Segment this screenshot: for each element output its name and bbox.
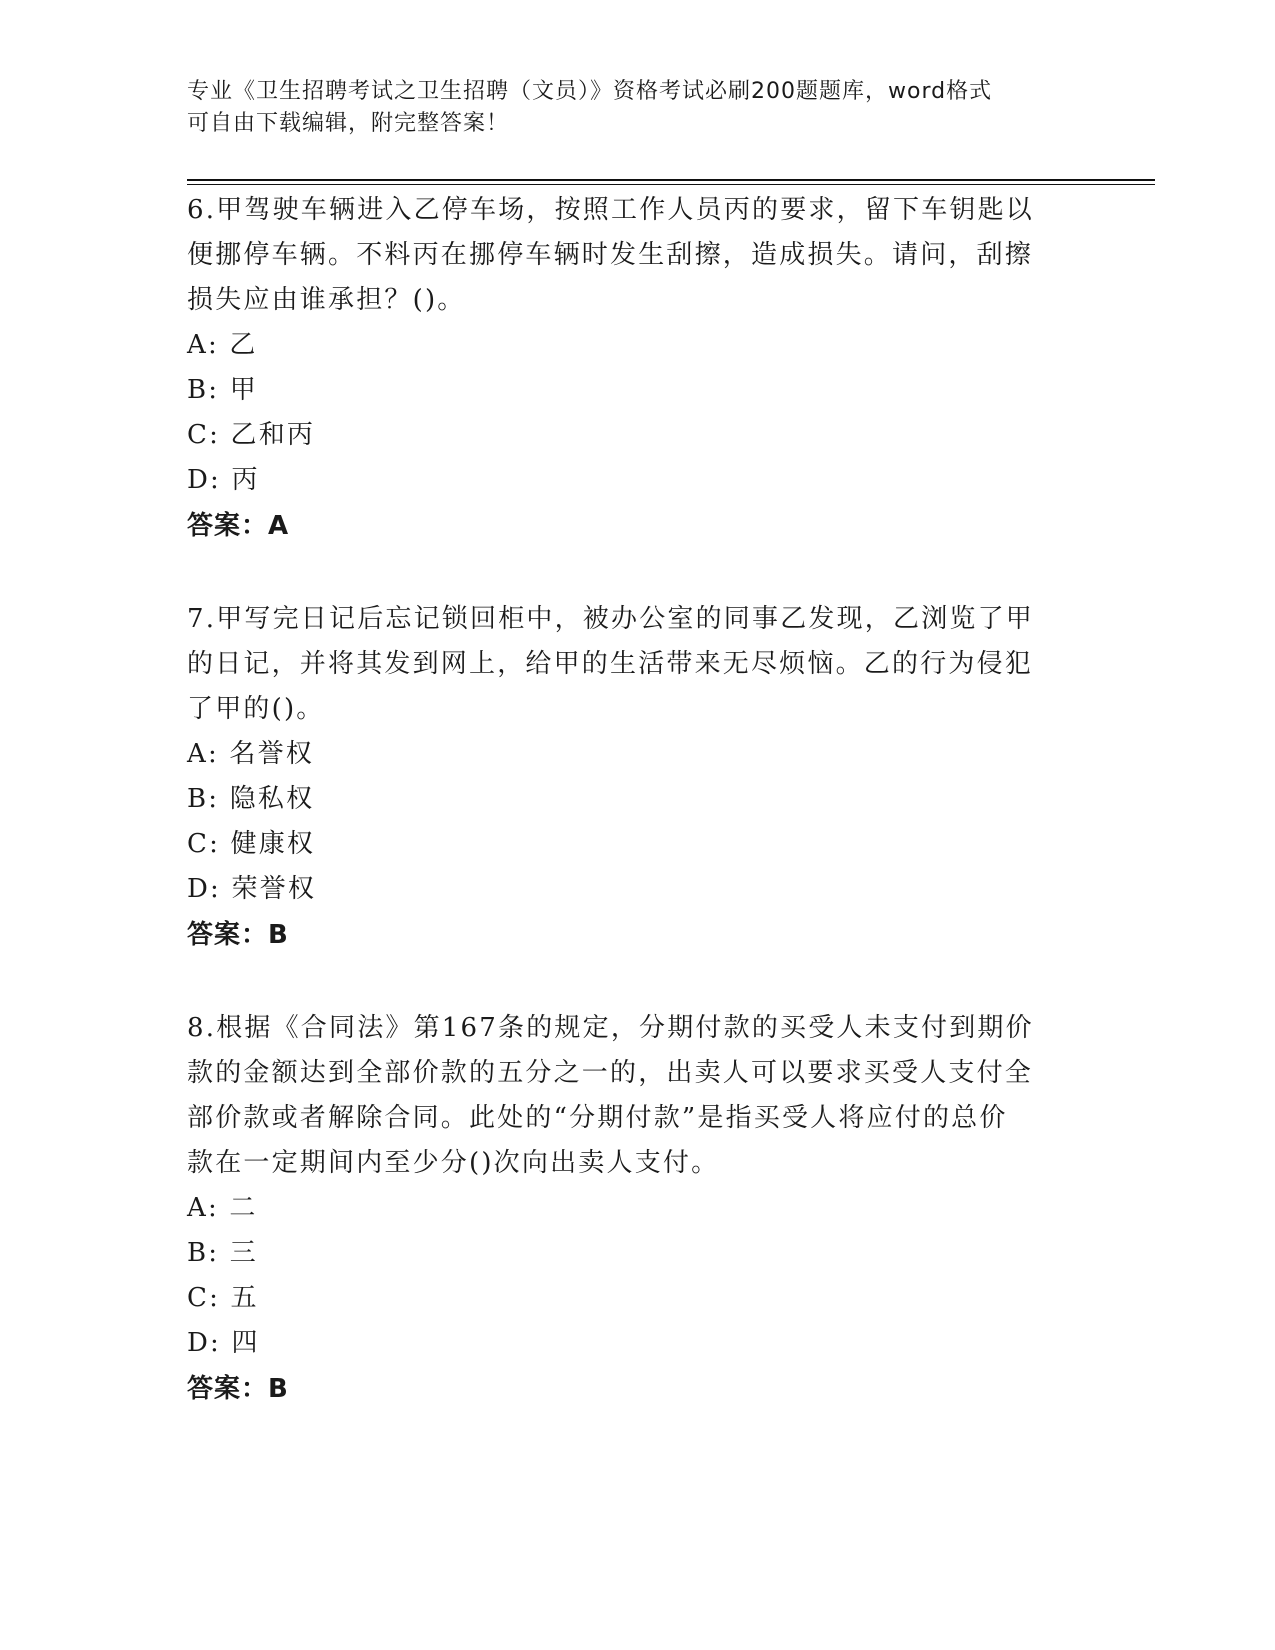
option-d: D: 丙 — [187, 465, 260, 495]
header-line-1: 专业《卫生招聘考试之卫生招聘（文员）》资格考试必刷200题题库，word格式 — [187, 79, 993, 104]
option-c: C: 五 — [187, 1283, 259, 1313]
option-b: B: 甲 — [187, 375, 258, 405]
question-text-line: 7.甲写完日记后忘记锁回柜中，被办公室的同事乙发现，乙浏览了甲 — [187, 604, 1035, 634]
option-d: D: 四 — [187, 1328, 260, 1358]
question-text-line: 便挪停车辆。不料丙在挪停车辆时发生刮擦，造成损失。请问，刮擦 — [187, 240, 1034, 270]
header-divider-thick — [187, 179, 1155, 181]
option-a: A: 乙 — [187, 330, 258, 360]
answer-line: 答案：B — [187, 920, 289, 950]
question-text-line: 了甲的()。 — [187, 694, 325, 724]
question-text-line: 损失应由谁承担？()。 — [187, 285, 466, 315]
question-8 — [187, 1006, 1067, 1412]
question-6 — [187, 188, 1067, 549]
question-text-line: 部价款或者解除合同。此处的“分期付款”是指买受人将应付的总价 — [187, 1103, 1008, 1133]
header-divider-thin — [187, 184, 1155, 185]
question-text-line: 的日记，并将其发到网上，给甲的生活带来无尽烦恼。乙的行为侵犯 — [187, 649, 1034, 679]
question-text-line: 6.甲驾驶车辆进入乙停车场，按照工作人员丙的要求，留下车钥匙以 — [187, 195, 1035, 225]
option-b: B: 隐私权 — [187, 784, 315, 814]
option-c: C: 健康权 — [187, 829, 316, 859]
question-text-line: 款在一定期间内至少分()次向出卖人支付。 — [187, 1148, 720, 1178]
answer-line: 答案：B — [187, 1374, 289, 1404]
question-7 — [187, 597, 1067, 958]
option-c: C: 乙和丙 — [187, 420, 316, 450]
header-line-2: 可自由下载编辑，附完整答案！ — [187, 111, 510, 136]
question-text-line: 8.根据《合同法》第167条的规定，分期付款的买受人未支付到期价 — [187, 1013, 1034, 1043]
option-a: A: 二 — [187, 1193, 258, 1223]
option-a: A: 名誉权 — [187, 739, 315, 769]
question-text-line: 款的金额达到全部价款的五分之一的，出卖人可以要求买受人支付全 — [187, 1058, 1034, 1088]
option-b: B: 三 — [187, 1238, 258, 1268]
answer-line: 答案：A — [187, 511, 290, 541]
document-header — [187, 76, 1067, 140]
option-d: D: 荣誉权 — [187, 874, 317, 904]
